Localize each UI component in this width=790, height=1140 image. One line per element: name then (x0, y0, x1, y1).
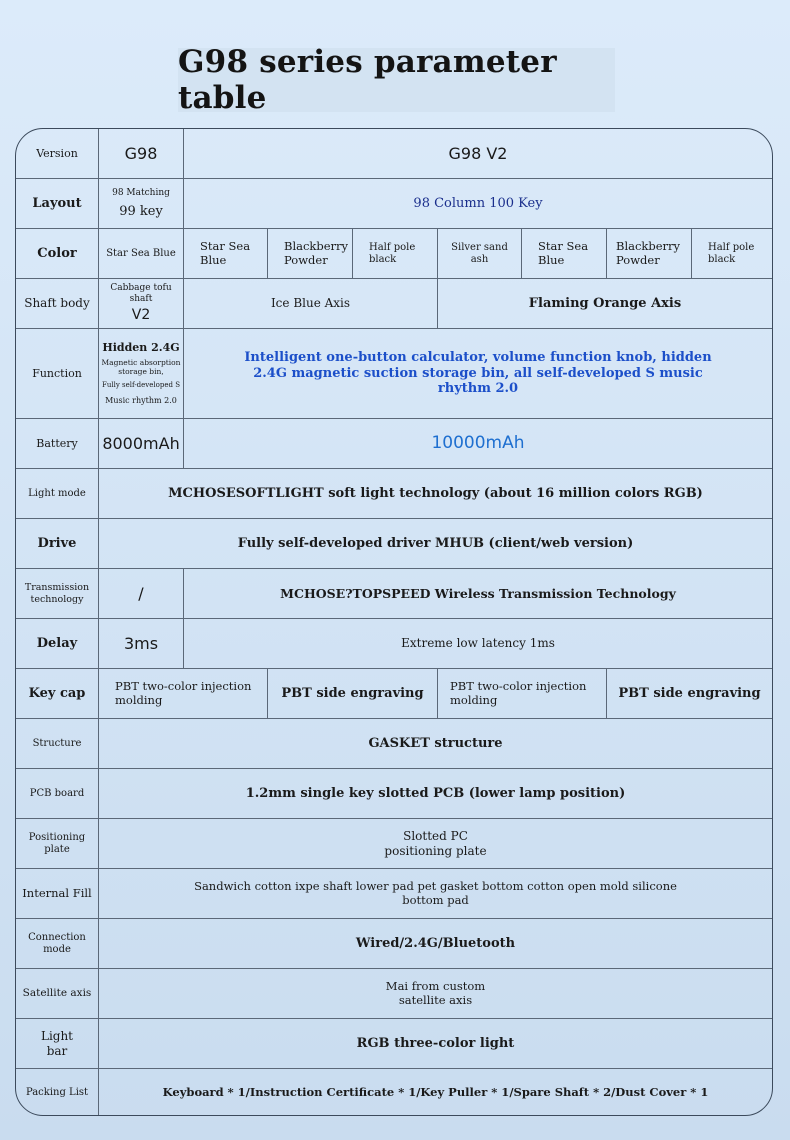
packing-value: Keyboard * 1/Instruction Certificate * 1/Key Puller * 1/Spare Shaft * 2/Dust Cover * 1 (98, 1069, 772, 1116)
row-label: Key cap (28, 685, 86, 701)
color-cell: Star Sea Blue (98, 229, 183, 278)
row-light-bar (16, 1019, 772, 1069)
color-cell: Half pole black (352, 229, 437, 278)
version-g98: G98 (98, 129, 183, 178)
battery-g98: 8000mAh (98, 419, 183, 468)
key-cap-cell: PBT two-color injection molding (437, 669, 606, 718)
color-cell: Half pole black (691, 229, 772, 278)
drive-value: Fully self-developed driver MHUB (client/web version) (98, 519, 772, 568)
pcb-value: 1.2mm single key slotted PCB (lower lamp position) (98, 769, 772, 818)
color-cell: Blackberry Powder (606, 229, 691, 278)
shaft-g98-top: Cabbage tofu shaft (110, 283, 172, 305)
row-label: Transmission technology (24, 582, 90, 605)
color-cell: Silver sand ash (437, 229, 521, 278)
function-g98-line: Music rhythm 2.0 (105, 396, 177, 406)
row-label: Layout (32, 195, 82, 211)
layout-g98-top: 98 Matching (112, 187, 170, 198)
layout-g98 (98, 179, 183, 228)
row-label: Connection mode (28, 931, 86, 955)
row-label: Color (37, 245, 77, 261)
row-layout (16, 179, 772, 229)
row-label: Positioning plate (28, 831, 86, 855)
color-cell: Blackberry Powder (267, 229, 352, 278)
function-g98-line: Fully self-developed S (101, 381, 180, 390)
row-positioning (16, 819, 772, 869)
row-packing (16, 1069, 772, 1116)
color-cell: Star Sea Blue (183, 229, 267, 278)
transmission-v2: MCHOSE?TOPSPEED Wireless Transmission Technology (183, 569, 772, 618)
row-transmission (16, 569, 772, 619)
parameter-table (15, 128, 773, 1116)
row-label: Internal Fill (22, 885, 92, 900)
light-mode-value: MCHOSESOFTLIGHT soft light technology (about 16 million colors RGB) (98, 469, 772, 518)
delay-g98: 3ms (98, 619, 183, 668)
row-drive (16, 519, 772, 569)
shaft-g98-bottom: V2 (131, 306, 151, 323)
row-label: Satellite axis (22, 987, 92, 1000)
row-battery (16, 419, 772, 469)
version-g98v2: G98 V2 (183, 129, 772, 178)
layout-g98-bottom: 99 key (119, 203, 163, 219)
row-label: Drive (37, 535, 77, 551)
key-cap-cell: PBT side engraving (606, 669, 772, 718)
function-g98 (98, 329, 183, 418)
shaft-flaming-orange: Flaming Orange Axis (437, 279, 772, 328)
row-label: Light bar (40, 1029, 74, 1058)
key-cap-cell: PBT side engraving (267, 669, 437, 718)
row-label: Structure (32, 737, 82, 749)
positioning-value: Slotted PC positioning plate (98, 819, 772, 868)
key-cap-cell: PBT two-color injection molding (98, 669, 267, 718)
color-cell: Star Sea Blue (521, 229, 606, 278)
row-key-cap (16, 669, 772, 719)
light-bar-value: RGB three-color light (98, 1019, 772, 1068)
battery-v2: 10000mAh (183, 419, 772, 468)
transmission-g98: / (98, 569, 183, 618)
row-label: Battery (36, 436, 78, 450)
row-label: Packing List (25, 1087, 89, 1098)
row-satellite (16, 969, 772, 1019)
function-v2: Intelligent one-button calculator, volume function knob, hidden 2.4G magnetic suction storage bin, all self-developed S music rhythm 2.0 (183, 329, 772, 418)
layout-v2: 98 Column 100 Key (183, 179, 772, 228)
row-delay (16, 619, 772, 669)
row-label: Version (36, 146, 78, 160)
delay-v2: Extreme low latency 1ms (183, 619, 772, 668)
row-label: Delay (36, 635, 78, 651)
row-label: Light mode (28, 487, 86, 499)
row-shaft (16, 279, 772, 329)
row-connection (16, 919, 772, 969)
connection-value: Wired/2.4G/Bluetooth (98, 919, 772, 968)
row-label: PCB board (29, 787, 85, 799)
page-title: G98 series parameter table (178, 44, 557, 116)
row-version (16, 129, 772, 179)
title-banner (178, 44, 615, 116)
function-g98-line: Hidden 2.4G (102, 340, 180, 354)
row-structure (16, 719, 772, 769)
fill-value: Sandwich cotton ixpe shaft lower pad pet gasket bottom cotton open mold silicone bottom pad (98, 869, 772, 918)
shaft-ice-blue: Ice Blue Axis (183, 279, 437, 328)
row-pcb (16, 769, 772, 819)
satellite-value: Mai from custom satellite axis (98, 969, 772, 1018)
row-function (16, 329, 772, 419)
function-g98-line: Magnetic absorption storage bin, (101, 358, 181, 377)
row-label: Shaft body (24, 296, 90, 311)
row-light-mode (16, 469, 772, 519)
row-internal-fill (16, 869, 772, 919)
row-color (16, 229, 772, 279)
shaft-g98 (98, 279, 183, 328)
row-label: Function (32, 366, 82, 380)
structure-value: GASKET structure (98, 719, 772, 768)
